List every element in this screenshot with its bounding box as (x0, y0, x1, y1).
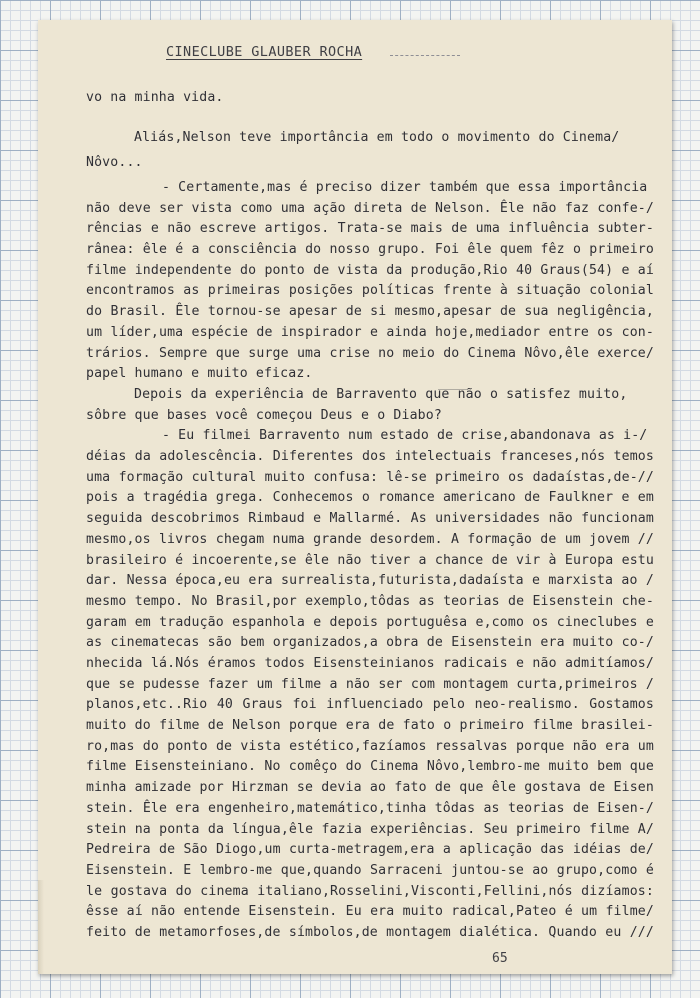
text-line: rânea: êle é a consciência do nosso grupo. Foi êle quem fêz o primeiro (86, 242, 654, 258)
text-line: feito de metamorfoses,de símbolos,de montagem dialética. Quando eu /// (86, 925, 654, 940)
text-line: encontramos as primeiras posições políticas frente à situação colonial (86, 283, 654, 299)
text-line: nhecida lá.Nós éramos todos Eisensteinianos radicais e não admitíamos/ (86, 655, 654, 671)
text-line: Eisenstein. E lembro-me que,quando Sarraceni juntou-se ao grupo,como é (86, 862, 654, 878)
text-line: muito do filme de Nelson porque era de fato o primeiro filme brasilei- (86, 718, 654, 734)
body-text (38, 20, 672, 974)
text-line: êsse aí não entende Eisenstein. Eu era muito radical,Pateo é um filme/ (86, 904, 654, 920)
text-line: garam em tradução espanhola e depois portuguêsa e,como os cineclubes e (86, 614, 654, 630)
text-line: filme independente do ponto de vista da produção,Rio 40 Graus(54) e aí (86, 262, 654, 278)
text-line: stein na ponta da língua,êle fazia experiências. Seu primeiro filme A/ (86, 821, 654, 837)
text-line: - Eu filmei Barravento num estado de crise,abandonava as i-/ (162, 428, 648, 444)
text-line: vo na minha vida. (86, 90, 224, 105)
text-line: pois a tragédia grega. Conhecemos o romance americano de Faulkner e em (86, 490, 654, 506)
text-line: Nôvo... (86, 155, 143, 170)
text-line: planos,etc..Rio 40 Graus foi influenciado pelo neo-realismo. Gostamos (86, 697, 654, 713)
text-line: - Certamente,mas é preciso dizer também que essa importância (162, 180, 648, 195)
text-line: não deve ser vista como uma ação direta de Nelson. Êle não faz confe-/ (86, 200, 654, 216)
text-line: rências e não escreve artigos. Trata-se mais de uma influência subter- (86, 221, 654, 237)
text-line: dar. Nessa época,eu era surrealista,futurista,dadaísta e marxista ao / (86, 573, 654, 589)
page-number: 65 (492, 951, 508, 966)
typewritten-page (38, 20, 672, 974)
text-line: papel humano e muito eficaz. (86, 366, 313, 382)
text-line: sôbre que bases você começou Deus e o Diabo? (86, 407, 442, 423)
text-line: minha amizade por Hirzman se devia ao fato de que êle gostava de Eisen (86, 780, 654, 796)
text-line: que se pudesse fazer um filme a não ser com montagem curta,primeiros / (86, 676, 654, 692)
text-line: Pedreira de São Diogo,um curta-metragem,era a aplicação das idéias de/ (86, 842, 654, 858)
text-line: Depois da experiência de Barravento que não o satisfez muito, (134, 386, 628, 402)
text-line: ro,mas do ponto de vista estético,fazíamos ressalvas porque não era um (86, 738, 654, 754)
text-line: as cinematecas são bem organizados,a obra de Eisenstein era muito co-/ (86, 635, 654, 651)
text-line: filme Eisensteiniano. No comêço do Cinema Nôvo,lembro-me muito bem que (86, 759, 654, 775)
text-line: um líder,uma espécie de inspirador e ainda hoje,mediador entre os con- (86, 324, 654, 340)
text-line: mesmo tempo. No Brasil,por exemplo,tôdas as teorias de Eisenstein che- (86, 593, 654, 609)
text-line: uma formação cultural muito confusa: lê-se primeiro os dadaístas,de-// (86, 469, 654, 485)
text-line: le gostava do cinema italiano,Rosselini,Visconti,Fellini,nós dizíamos: (86, 883, 654, 899)
text-line: Aliás,Nelson teve importância em todo o movimento do Cinema/ (134, 130, 620, 145)
text-line: seguida descobrimos Rimbaud e Mallarmé. As universidades não funcionam (86, 511, 654, 527)
text-line: stein. Êle era engenheiro,matemático,tinha tôdas as teorias de Eisen-/ (86, 800, 654, 816)
text-line: brasileiro é incoerente,se êle não tiver a chance de vir à Europa estu (86, 552, 654, 568)
text-line: mesmo,os livros chegam numa grande desordem. A formação de um jovem // (86, 531, 654, 547)
text-line: trários. Sempre que surge uma crise no meio do Cinema Nôvo,êle exerce/ (86, 345, 654, 361)
text-line: déias da adolescência. Diferentes dos intelectuais franceses,nós temos (86, 449, 654, 465)
page-header: CINECLUBE GLAUBER ROCHA (166, 44, 363, 60)
text-line: do Brasil. Êle tornou-se apesar de si mesmo,apesar de sua negligência, (86, 304, 654, 320)
